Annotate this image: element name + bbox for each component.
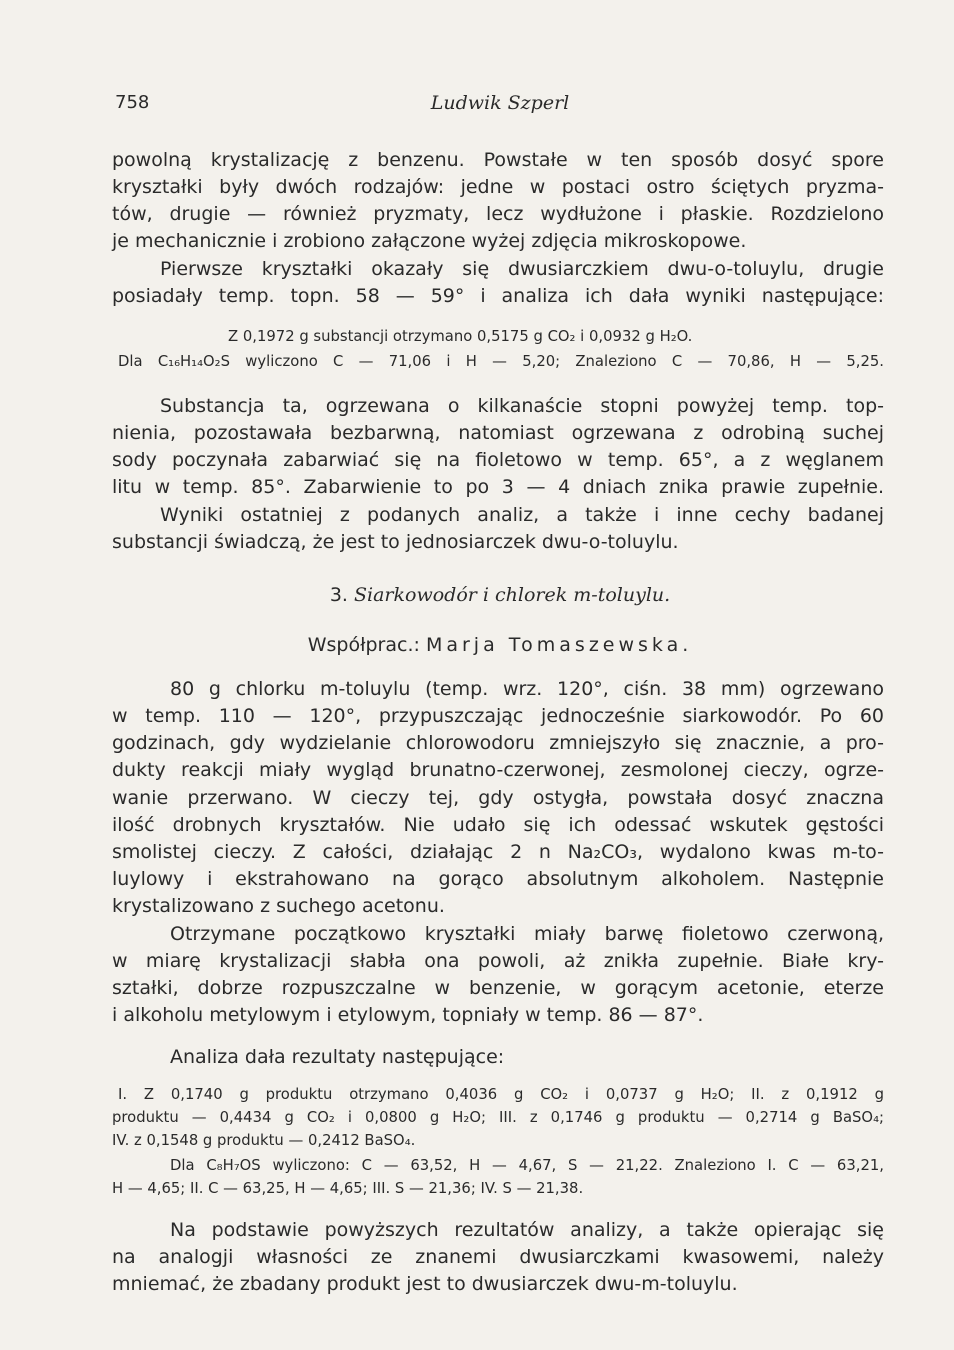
section-number: 3. <box>329 584 348 606</box>
text-line: 80 g chlorku m-toluylu (temp. wrz. 120°, ciśn. 38 mm) ogrzewano <box>170 678 884 700</box>
cooperation-name: Marja Tomaszewska. <box>425 634 693 656</box>
text-line: Otrzymane początkowo kryształki miały barwę fioletowo czerwoną, <box>170 923 884 945</box>
text-line: je mechanicznie i zrobiono załączone wyżej zdjęcia mikroskopowe. <box>112 230 747 252</box>
text-line: na analogji własności ze znanemi dwusiarczkami kwasowemi, należy <box>112 1246 884 1268</box>
analysis-intro: Analiza dała rezultaty następujące: <box>170 1046 505 1068</box>
running-head: Ludwik Szperl <box>430 92 570 114</box>
analysis-line: I. Z 0,1740 g produktu otrzymano 0,4036 g CO₂ i 0,0737 g H₂O; II. z 0,1912 g <box>118 1086 884 1103</box>
text-line: w temp. 110 — 120°, przypuszczając jednocześnie siarkowodór. Po 60 <box>112 705 884 727</box>
text-line: posiadały temp. topn. 58 — 59° i analiza ich dała wyniki następujące: <box>112 285 884 307</box>
text-line: litu w temp. 85°. Zabarwienie to po 3 — 4 dniach znika prawie zupełnie. <box>112 476 884 498</box>
analysis-line: IV. z 0,1548 g produktu — 0,2412 BaSO₄. <box>112 1132 416 1149</box>
text-line: wanie przerwano. W cieczy tej, gdy ostygła, powstała dosyć znaczna <box>112 787 884 809</box>
analysis-line: H — 4,65; II. C — 63,25, H — 4,65; III. S — 21,36; IV. S — 21,38. <box>112 1180 584 1197</box>
page-number: 758 <box>115 92 150 113</box>
text-line: substancji świadczą, że jest to jednosiarczek dwu-o-toluylu. <box>112 531 679 553</box>
analysis-line: Dla C₈H₇OS wyliczono: C — 63,52, H — 4,67, S — 21,22. Znaleziono I. C — 63,21, <box>170 1157 884 1174</box>
text-line: dukty reakcji miały wygląd brunatno-czerwonej, zesmolonej cieczy, ogrze- <box>112 759 884 781</box>
text-line: Na podstawie powyższych rezultatów analizy, a także opierając się <box>170 1219 884 1241</box>
page-header <box>115 92 885 122</box>
text-line: ilość drobnych kryształów. Nie udało się ich odessać wskutek gęstości <box>112 814 884 836</box>
text-line: powolną krystalizację z benzenu. Powstałe w ten sposób dosyć spore <box>112 149 884 171</box>
analysis-line: produktu — 0,4434 g CO₂ i 0,0800 g H₂O; III. z 0,1746 g produktu — 0,2714 g BaSO₄; <box>112 1109 884 1126</box>
section-heading <box>300 583 700 607</box>
analysis-line: Z 0,1972 g substancji otrzymano 0,5175 g CO₂ i 0,0932 g H₂O. <box>228 328 693 345</box>
cooperation-label: Współprac.: <box>307 634 420 656</box>
text-line: tów, drugie — również pryzmaty, lecz wydłużone i płaskie. Rozdzielono <box>112 203 884 225</box>
text-line: mniemać, że zbadany produkt jest to dwusiarczek dwu-m-toluylu. <box>112 1273 738 1295</box>
text-line: sody poczynała zabarwiać się na fioletowo w temp. 65°, a z węglanem <box>112 449 884 471</box>
analysis-line: Dla C₁₆H₁₄O₂S wyliczono C — 71,06 i H — 5,20; Znaleziono C — 70,86, H — 5,25. <box>118 353 884 370</box>
text-line: krystalizowano z suchego acetonu. <box>112 895 445 917</box>
text-line: Wyniki ostatniej z podanych analiz, a także i inne cechy badanej <box>160 504 884 526</box>
text-line: kryształki były dwóch rodzajów: jedne w postaci ostro ściętych pryzma- <box>112 176 884 198</box>
text-line: ształki, dobrze rozpuszczalne w benzenie, w gorącym acetonie, eterze <box>112 977 884 999</box>
text-line: Pierwsze kryształki okazały się dwusiarczkiem dwu-o-toluylu, drugie <box>160 258 884 280</box>
text-line: i alkoholu metylowym i etylowym, topniały w temp. 86 — 87°. <box>112 1004 704 1026</box>
text-line: w miarę krystalizacji słabła ona powoli, aż znikła zupełnie. Białe kry- <box>112 950 884 972</box>
text-line: nienia, pozostawała bezbarwną, natomiast ogrzewana z odrobiną suchej <box>112 422 884 444</box>
text-line: luylowy i ekstrahowano na gorąco absolutnym alkoholem. Następnie <box>112 868 884 890</box>
text-line: godzinach, gdy wydzielanie chlorowodoru zmniejszyło się znacznie, a pro- <box>112 732 884 754</box>
cooperation-line <box>280 633 720 657</box>
text-line: Substancja ta, ogrzewana o kilkanaście stopni powyżej temp. top- <box>160 395 884 417</box>
section-title: Siarkowodór i chlorek m-toluylu. <box>354 584 671 606</box>
text-line: smolistej cieczy. Z całości, działając 2 n Na₂CO₃, wydalono kwas m-to- <box>112 841 884 863</box>
